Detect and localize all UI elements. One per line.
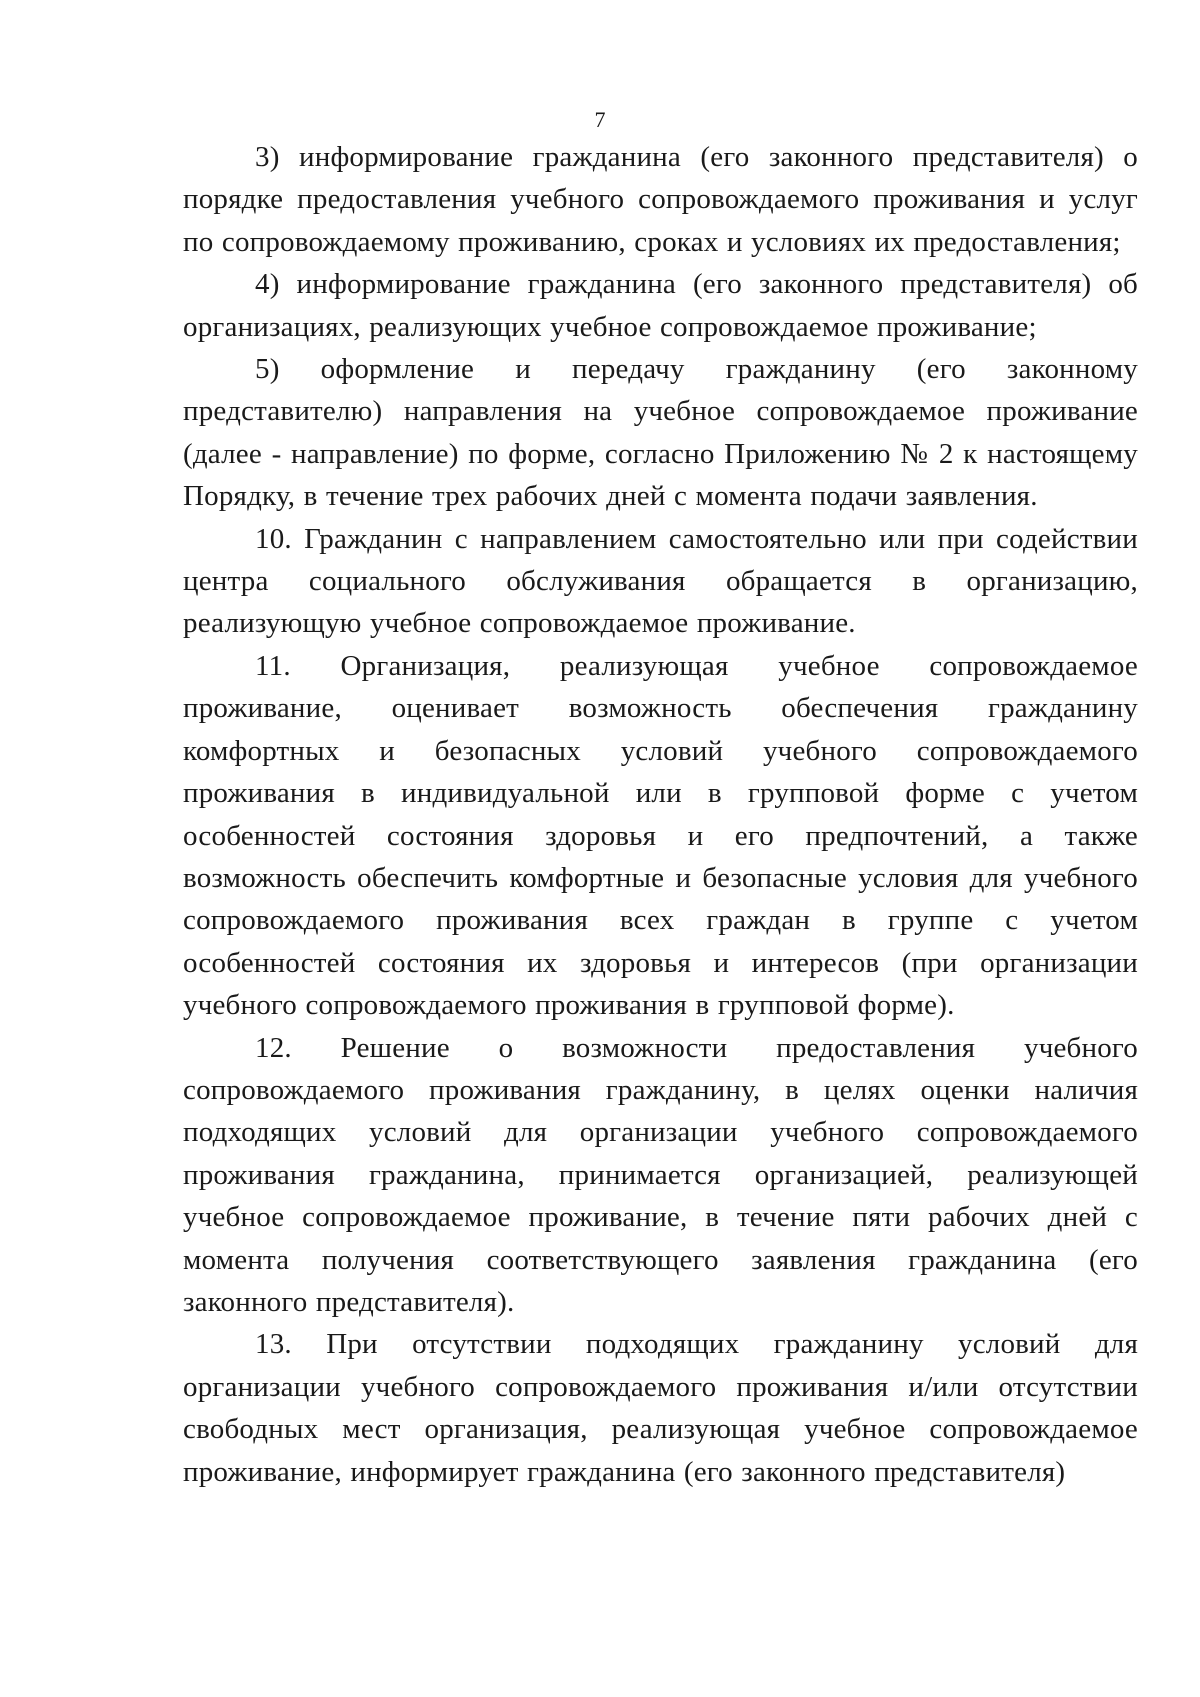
paragraph-item-5: 5) оформление и передачу гражданину (его законному представителю) направления на учебное сопровождаемое проживание (далее - направление) по форме, согласно Приложению № 2 к настоящему Порядку, в течение трех рабочих дней с момента подачи заявления. (183, 353, 1138, 513)
paragraph-clause-10: 10. Гражданин с направлением самостоятельно или при содействии центра социального обслуживания обращается в организацию, реализующую учебное сопровождаемое проживание. (183, 522, 1138, 640)
body-text (183, 136, 1138, 1493)
paragraph-clause-12: 12. Решение о возможности предоставления учебного сопровождаемого проживания гражданину, в целях оценки наличия подходящих условий для организации учебного сопровождаемого проживания гражданина, принимается организацией, реализующей учебное сопровождаемое проживание, в течение пяти рабочих дней с момента получения соответствующего заявления гражданина (его законного представителя). (183, 1031, 1138, 1318)
paragraph-clause-13: 13. При отсутствии подходящих гражданину условий для организации учебного сопровождаемого проживания и/или отсутствии свободных мест организация, реализующая учебное сопровождаемое проживание, информирует гражданина (его законного представителя) (183, 1328, 1138, 1488)
paragraph-item-4: 4) информирование гражданина (его законного представителя) об организациях, реализующих учебное сопровождаемое проживание; (183, 268, 1138, 343)
paragraph-item-3: 3) информирование гражданина (его законного представителя) о порядке предоставления учебного сопровождаемого проживания и услуг по сопровождаемому проживанию, сроках и условиях их предоставления; (183, 141, 1138, 258)
page-number: 7 (594, 107, 606, 132)
paragraph-clause-11: 11. Организация, реализующая учебное сопровождаемое проживание, оценивает возможность обеспечения гражданину комфортных и безопасных условий учебного сопровождаемого проживания в индивидуальной или в групповой форме с учетом особенностей состояния здоровья и его предпочтений, а также возможность обеспечить комфортные и безопасные условия для учебного сопровождаемого проживания всех граждан в группе с учетом особенностей состояния их здоровья и интересов (при организации учебного сопровождаемого проживания в групповой форме). (183, 649, 1138, 1022)
